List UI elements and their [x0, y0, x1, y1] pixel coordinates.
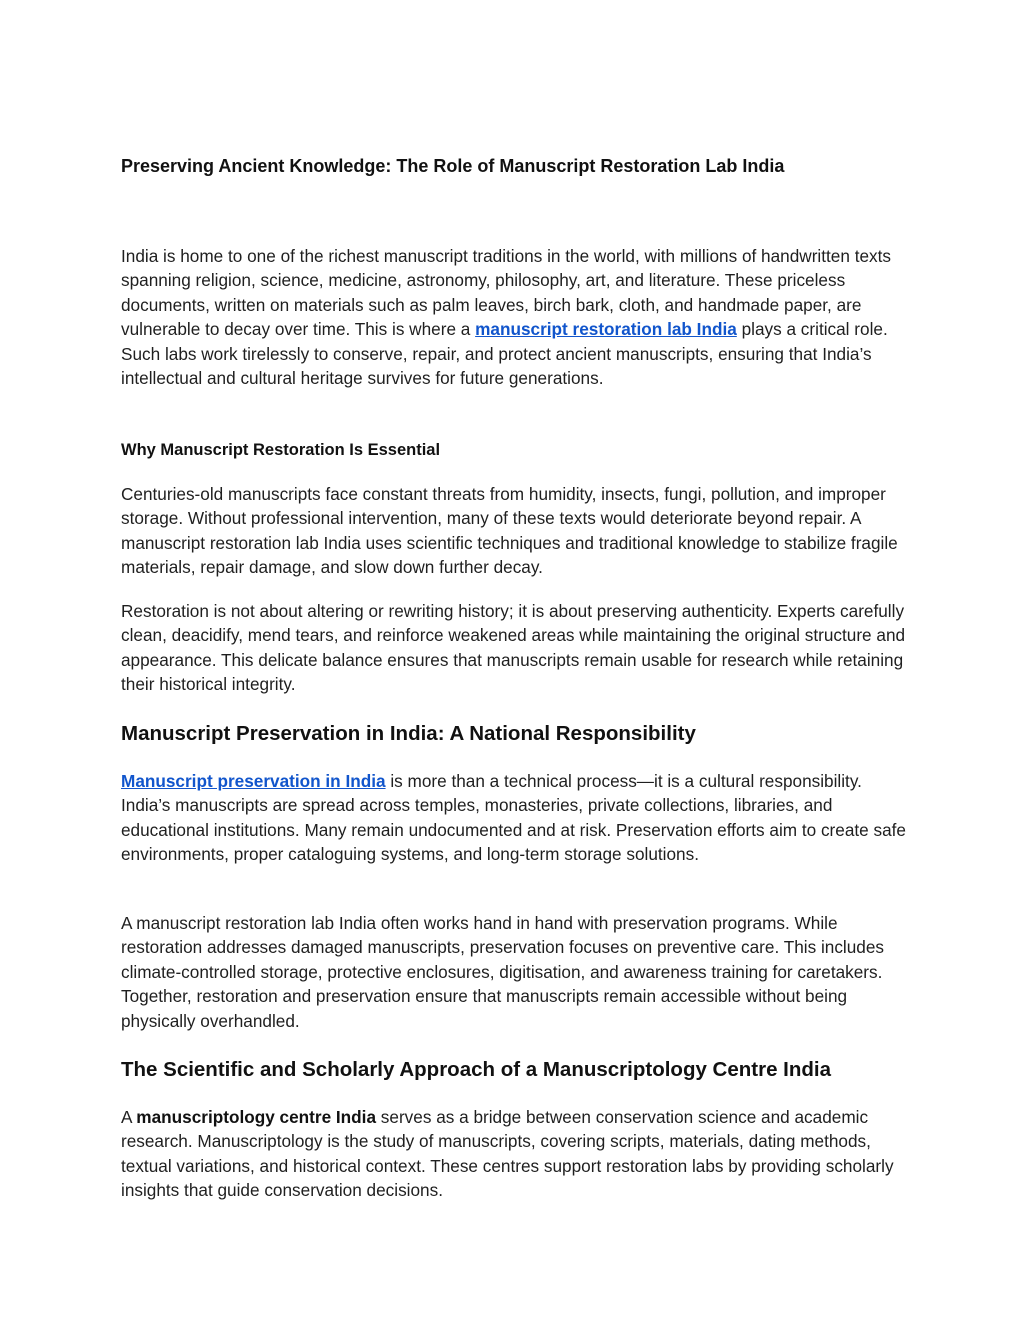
section1-paragraph-1: Centuries-old manuscripts face constant threats from humidity, insects, fungi, pollution, and improper storage. Without professional intervention, many of these texts would deteriorate beyond repair. A manuscript restoration lab India uses scientific techniques and traditional knowledge to stabilize fragile materials, repair damage, and slow down further decay. — [121, 484, 898, 578]
section3-paragraph-1 — [121, 1105, 911, 1203]
section1-paragraph-2: Restoration is not about altering or rewriting history; it is about preserving authenticity. Experts carefully clean, deacidify, mend tears, and reinforce weakened areas while maintaining the original structure and appearance. This delicate balance ensures that manuscripts remain usable for research while retaining their historical integrity. — [121, 601, 906, 695]
manuscriptology-centre-bold: manuscriptology centre India — [136, 1107, 377, 1127]
manuscript-preservation-link[interactable]: Manuscript preservation in India — [121, 771, 386, 791]
section2-paragraph-1-text: is more than a technical process—it is a cultural responsibility. India’s manuscripts are spread across temples, monasteries, private collections, libraries, and educational institutions. Many remain undocumented and at risk. Preservation efforts aim to create safe environments, proper cataloguing systems, and long-term storage solutions. — [121, 771, 906, 865]
section2-paragraph-1 — [121, 769, 911, 867]
intro-paragraph — [121, 244, 911, 390]
document-title: Preserving Ancient Knowledge: The Role of Manuscript Restoration Lab India — [121, 156, 785, 176]
intro-text-start: India is home to one of the richest manuscript traditions in the world, with millions of handwritten texts spanning religion, science, medicine, astronomy, philosophy, art, and literature. These priceless documents, written on materials such as palm leaves, birch bark, cloth, and handmade paper, are vulnerable to decay over time. This is where a — [121, 246, 891, 340]
manuscript-restoration-lab-link[interactable]: manuscript restoration lab India — [475, 319, 737, 340]
section-heading-why-restoration: Why Manuscript Restoration Is Essential — [121, 441, 441, 459]
section3-prefix: A — [121, 1107, 137, 1127]
section3-paragraph-1-text: serves as a bridge between conservation science and academic research. Manuscriptology is the study of manuscripts, covering scripts, materials, dating methods, textual variations, and historical context. These centres support restoration labs by providing scholarly insights that guide conservation decisions. — [121, 1107, 894, 1201]
section2-paragraph-2: A manuscript restoration lab India often works hand in hand with preservation programs. While restoration addresses damaged manuscripts, preservation focuses on preventive care. This includes climate-controlled storage, protective enclosures, digitisation, and awareness training for caretakers. Together, restoration and preservation ensure that manuscripts remain accessible without being physically overhandled. — [121, 913, 885, 1031]
section-heading-preservation: Manuscript Preservation in India: A National Responsibility — [121, 722, 696, 745]
section-heading-manuscriptology: The Scientific and Scholarly Approach of a Manuscriptology Centre India — [121, 1058, 832, 1081]
intro-text-end: plays a critical role. Such labs work tirelessly to conserve, repair, and protect ancient manuscripts, ensuring that India’s intellectual and cultural heritage survives for future generations. — [121, 319, 888, 389]
